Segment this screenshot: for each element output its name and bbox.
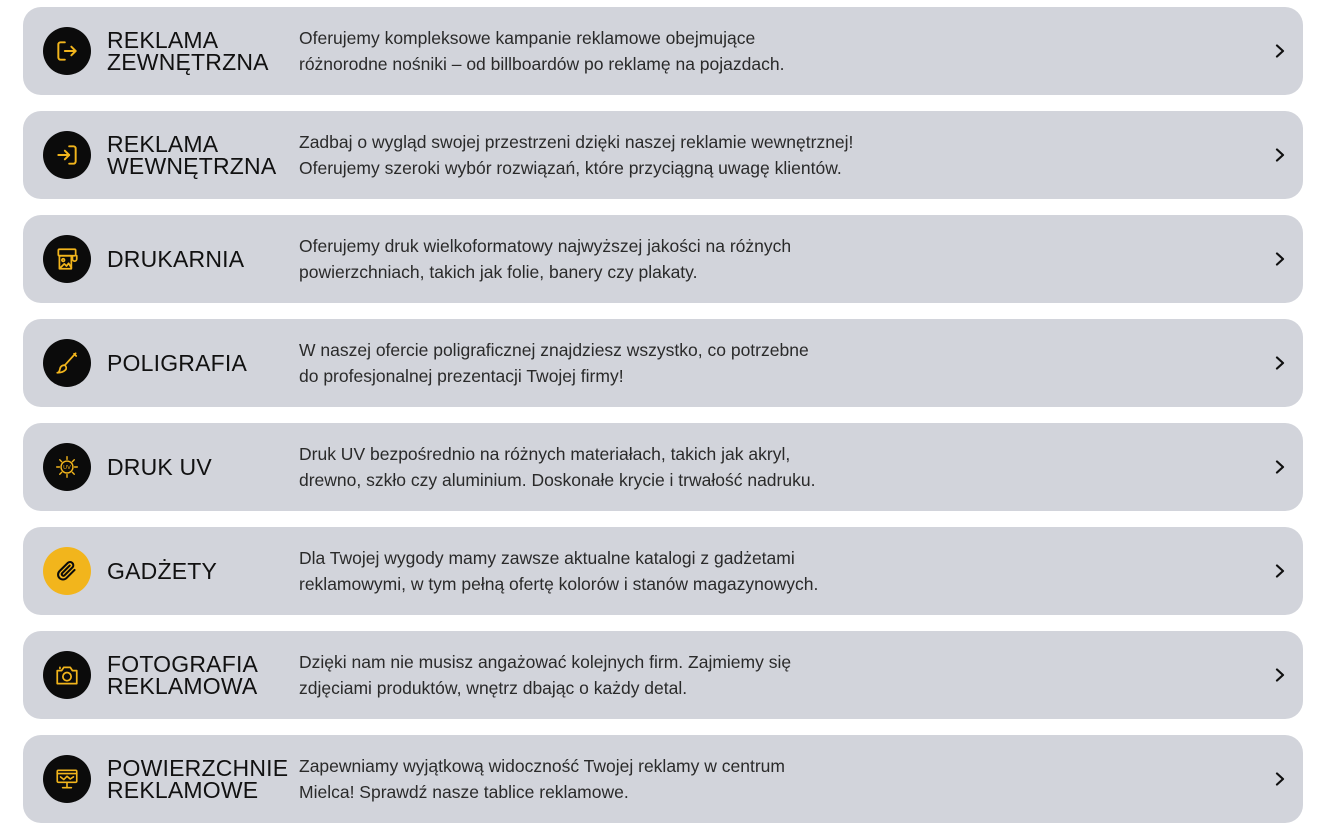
service-description-line: do profesjonalnej prezentacji Twojej firmy! xyxy=(299,366,624,386)
camera-icon xyxy=(43,651,91,699)
service-description-line: Dzięki nam nie musisz angażować kolejnych firm. Zajmiemy się xyxy=(299,652,792,672)
service-title xyxy=(107,319,287,407)
service-description-line: Oferujemy kompleksowe kampanie reklamowe obejmujące xyxy=(299,28,756,48)
chevron-right-icon[interactable] xyxy=(1275,631,1285,719)
service-card-druk-uv[interactable] xyxy=(23,423,1303,511)
chevron-right-icon[interactable] xyxy=(1275,527,1285,615)
service-description xyxy=(299,631,1219,719)
chevron-right-icon[interactable] xyxy=(1275,215,1285,303)
chevron-right-icon[interactable] xyxy=(1275,735,1285,823)
service-description xyxy=(299,423,1219,511)
service-description-line: Oferujemy szeroki wybór rozwiązań, które przyciągną uwagę klientów. xyxy=(299,158,842,178)
service-description xyxy=(299,527,1219,615)
service-description xyxy=(299,319,1219,407)
service-description xyxy=(299,111,1219,199)
service-card-reklama-zewnetrzna[interactable] xyxy=(23,7,1303,95)
chevron-right-icon[interactable] xyxy=(1275,111,1285,199)
chevron-right-icon[interactable] xyxy=(1275,7,1285,95)
service-title xyxy=(107,111,287,199)
service-card-drukarnia[interactable] xyxy=(23,215,1303,303)
service-card-gadzety[interactable] xyxy=(23,527,1303,615)
service-title-line: DRUKARNIA xyxy=(107,246,245,272)
service-title-line: POWIERZCHNIE xyxy=(107,755,289,781)
service-title-line: FOTOGRAFIA xyxy=(107,651,259,677)
service-description-line: Mielca! Sprawdź nasze tablice reklamowe. xyxy=(299,782,629,802)
service-card-fotografia-reklamowa[interactable] xyxy=(23,631,1303,719)
service-description-line: Dla Twojej wygody mamy zawsze aktualne katalogi z gadżetami xyxy=(299,548,795,568)
service-description xyxy=(299,215,1219,303)
service-title xyxy=(107,735,287,823)
paperclip-icon xyxy=(43,547,91,595)
chevron-right-icon[interactable] xyxy=(1275,423,1285,511)
billboard-icon xyxy=(43,755,91,803)
service-title-line: GADŻETY xyxy=(107,558,218,584)
service-description-line: Oferujemy druk wielkoformatowy najwyższej jakości na różnych xyxy=(299,236,792,256)
service-title-line: WEWNĘTRZNA xyxy=(107,153,277,179)
service-description-line: Zapewniamy wyjątkową widoczność Twojej reklamy w centrum xyxy=(299,756,785,776)
service-title-line: DRUK UV xyxy=(107,454,212,480)
services-list xyxy=(23,7,1303,827)
service-description-line: Druk UV bezpośrednio na różnych materiałach, takich jak akryl, xyxy=(299,444,791,464)
exit-arrow-icon xyxy=(43,27,91,75)
service-title-line: REKLAMOWA xyxy=(107,673,258,699)
service-title-line: REKLAMOWE xyxy=(107,777,259,803)
service-description-line: powierzchniach, takich jak folie, banery czy plakaty. xyxy=(299,262,698,282)
service-title-line: ZEWNĘTRZNA xyxy=(107,49,269,75)
service-description xyxy=(299,735,1219,823)
enter-arrow-icon xyxy=(43,131,91,179)
brush-icon xyxy=(43,339,91,387)
service-title xyxy=(107,631,287,719)
uv-sun-icon xyxy=(43,443,91,491)
service-card-poligrafia[interactable] xyxy=(23,319,1303,407)
service-card-powierzchnie-reklamowe[interactable] xyxy=(23,735,1303,823)
service-title-line: REKLAMA xyxy=(107,27,219,53)
service-title-line: REKLAMA xyxy=(107,131,219,157)
service-title xyxy=(107,423,287,511)
service-title xyxy=(107,7,287,95)
service-description-line: drewno, szkło czy aluminium. Doskonałe krycie i trwałość nadruku. xyxy=(299,470,816,490)
printer-icon xyxy=(43,235,91,283)
svg-text:UV: UV xyxy=(63,465,71,472)
chevron-right-icon[interactable] xyxy=(1275,319,1285,407)
service-title-line: POLIGRAFIA xyxy=(107,350,248,376)
service-description-line: zdjęciami produktów, wnętrz dbając o każdy detal. xyxy=(299,678,688,698)
service-title xyxy=(107,527,287,615)
service-card-reklama-wewnetrzna[interactable] xyxy=(23,111,1303,199)
service-description xyxy=(299,7,1219,95)
service-description-line: reklamowymi, w tym pełną ofertę kolorów i stanów magazynowych. xyxy=(299,574,819,594)
service-title xyxy=(107,215,287,303)
service-description-line: różnorodne nośniki – od billboardów po reklamę na pojazdach. xyxy=(299,54,785,74)
service-description-line: Zadbaj o wygląd swojej przestrzeni dzięki naszej reklamie wewnętrznej! xyxy=(299,132,854,152)
service-description-line: W naszej ofercie poligraficznej znajdziesz wszystko, co potrzebne xyxy=(299,340,809,360)
